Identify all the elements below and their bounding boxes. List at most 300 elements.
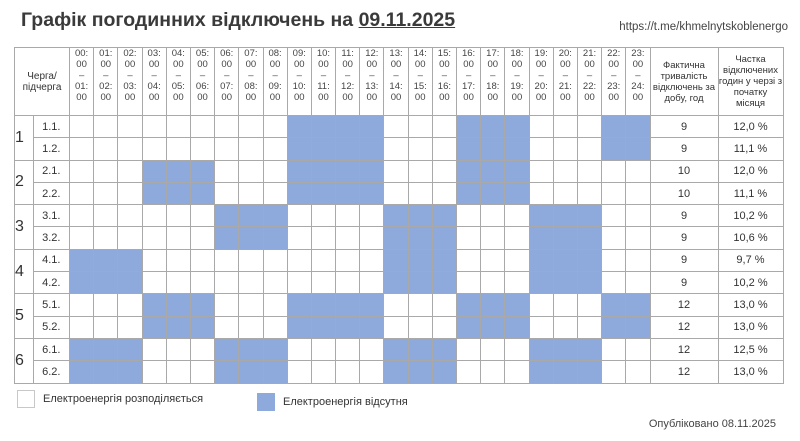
hour-cell-on (215, 249, 239, 271)
hour-cell-on (94, 160, 118, 182)
hour-header-part: 20: (558, 48, 572, 59)
hour-cell-on (408, 160, 432, 182)
hour-cell-on (94, 138, 118, 160)
hour-cell-on (432, 160, 456, 182)
subqueue-label: 1.2. (33, 138, 69, 160)
hour-cell-off (142, 182, 166, 204)
hour-header-part: 00 (560, 92, 571, 103)
hour-cell-on (626, 205, 650, 227)
hour-cell-on (457, 338, 481, 360)
hour-header-part: 00 (390, 92, 402, 103)
hour-cell-off (481, 138, 505, 160)
hour-cell-on (384, 138, 408, 160)
hour-cell-on (408, 294, 432, 316)
hour-header-part: 03: (123, 81, 137, 92)
hour-cell-off (360, 182, 384, 204)
table-row (15, 138, 784, 160)
hour-header-part: 11: (341, 48, 354, 59)
hour-header-part: 16: (437, 81, 452, 92)
hour-cell-off (457, 116, 481, 138)
hour-cell-off (360, 316, 384, 338)
hour-header-part: 00 (293, 92, 305, 103)
hour-cell-on (70, 182, 94, 204)
hour-cell-on (239, 272, 263, 294)
hour-cell-on (529, 294, 553, 316)
hour-cell-on (287, 338, 311, 360)
hour-cell-off (457, 182, 481, 204)
hour-header-part: 15: (413, 81, 427, 92)
hour-header-part: 07: (244, 48, 258, 59)
hour-cell-on (142, 138, 166, 160)
hour-header-part: – (151, 70, 157, 81)
hour-cell-off (408, 227, 432, 249)
hour-cell-on (311, 227, 335, 249)
hour-cell-off (263, 338, 287, 360)
hour-cell-off (481, 182, 505, 204)
hour-cell-off (529, 249, 553, 271)
hour-header (336, 48, 360, 116)
hour-header-part: 00 (487, 92, 499, 103)
hour-cell-off (553, 249, 577, 271)
hour-cell-off (311, 160, 335, 182)
hour-header (626, 48, 650, 116)
hour-cell-off (505, 160, 529, 182)
hour-cell-off (505, 182, 529, 204)
hour-cell-off (239, 361, 263, 383)
hour-cell-off (553, 227, 577, 249)
hour-cell-off (577, 272, 601, 294)
hour-header-part: 00 (100, 92, 112, 103)
hour-header-part: – (103, 70, 109, 81)
hour-cell-on (311, 361, 335, 383)
hour-cell-on (142, 361, 166, 383)
hour-header (432, 48, 456, 116)
hour-cell-on (481, 227, 505, 249)
hour-cell-off (311, 316, 335, 338)
hour-header-part: 00 (560, 59, 571, 70)
hour-cell-on (505, 227, 529, 249)
hour-cell-on (190, 361, 214, 383)
hour-header-part: – (320, 70, 327, 81)
hour-cell-off (287, 182, 311, 204)
hour-header-part: 09: (292, 48, 306, 59)
hour-cell-off (311, 138, 335, 160)
share-value: 13,0 % (718, 316, 783, 338)
queue-number: 4 (15, 249, 34, 294)
hour-header-part: 00 (608, 59, 619, 70)
hour-header-part: 03: (147, 48, 161, 59)
hour-header-part: 00 (463, 92, 474, 103)
hour-header-part: – (296, 70, 302, 81)
hour-cell-on (602, 272, 626, 294)
hour-cell-on (553, 182, 577, 204)
hour-cell-on (239, 160, 263, 182)
hour-header-part: 06: (220, 48, 234, 59)
hour-cell-off (481, 316, 505, 338)
hour-cell-on (239, 116, 263, 138)
subqueue-label: 6.1. (33, 338, 69, 360)
queue-header: Черга/ підчерга (15, 48, 70, 116)
hour-cell-on (505, 205, 529, 227)
hour-cell-off (384, 227, 408, 249)
hour-header (505, 48, 529, 116)
hour-cell-off (287, 316, 311, 338)
hour-cell-on (311, 272, 335, 294)
hour-cell-on (626, 249, 650, 271)
hour-cell-on (384, 160, 408, 182)
hour-cell-on (602, 338, 626, 360)
hour-cell-on (263, 138, 287, 160)
table-header-row (15, 48, 784, 116)
hour-cell-off (408, 249, 432, 271)
queue-number: 1 (15, 116, 34, 161)
hour-cell-off (577, 205, 601, 227)
hour-cell-on (626, 227, 650, 249)
share-value: 12,5 % (718, 338, 783, 360)
hour-cell-on (457, 272, 481, 294)
hour-header-part: 04: (147, 81, 161, 92)
hour-cell-off (481, 160, 505, 182)
hour-cell-off (118, 249, 142, 271)
hour-cell-on (577, 316, 601, 338)
hour-header-part: 00 (269, 59, 281, 70)
hour-cell-off (408, 338, 432, 360)
hour-cell-off (505, 294, 529, 316)
hour-cell-on (215, 116, 239, 138)
hour-cell-on (70, 227, 94, 249)
hour-cell-on (529, 160, 553, 182)
hour-cell-off (190, 160, 214, 182)
hour-cell-on (190, 249, 214, 271)
duration-value: 10 (650, 182, 718, 204)
hour-cell-on (70, 205, 94, 227)
hour-header-part: 00 (100, 59, 112, 70)
hour-cell-off (577, 338, 601, 360)
hour-header (142, 48, 166, 116)
hour-header-part: 18: (510, 48, 524, 59)
hour-header-part: 17: (461, 81, 476, 92)
hour-cell-on (553, 294, 577, 316)
hour-cell-on (70, 138, 94, 160)
hour-header-part: – (611, 70, 617, 81)
hour-cell-off (215, 338, 239, 360)
hour-header-part: – (538, 70, 544, 81)
hour-cell-on (239, 294, 263, 316)
hour-header-part: 23: (631, 48, 645, 59)
hour-cell-off (432, 249, 456, 271)
telegram-link[interactable]: https://t.me/khmelnytskoblenergo (619, 21, 788, 33)
hour-cell-on (263, 249, 287, 271)
hour-header-part: 21: (558, 81, 572, 92)
hour-header (263, 48, 287, 116)
hour-cell-on (577, 294, 601, 316)
hour-cell-off (336, 294, 360, 316)
hour-header (311, 48, 335, 116)
hour-cell-on (263, 294, 287, 316)
hour-header-part: 06: (195, 81, 210, 92)
hour-cell-on (360, 338, 384, 360)
hour-cell-off (263, 227, 287, 249)
hour-header-part: 12: (341, 81, 355, 92)
hour-cell-off (239, 227, 263, 249)
queue-number: 3 (15, 205, 34, 250)
hour-cell-off (577, 361, 601, 383)
hour-cell-on (142, 227, 166, 249)
duration-value: 12 (650, 294, 718, 316)
hour-cell-off (481, 294, 505, 316)
hour-cell-off (529, 227, 553, 249)
hour-header-part: – (514, 70, 520, 81)
hour-header (190, 48, 214, 116)
hour-cell-off (626, 316, 650, 338)
hour-header (70, 48, 94, 116)
hour-cell-on (287, 249, 311, 271)
hour-header-part: 00 (584, 92, 595, 103)
share-value: 13,0 % (718, 361, 783, 383)
hour-header-part: 00 (584, 59, 595, 70)
hour-header-part: 13: (389, 48, 403, 59)
hour-header-part: 14: (389, 81, 403, 92)
share-value: 10,2 % (718, 272, 783, 294)
hour-header-part: 01: (99, 48, 113, 59)
hour-cell-on (602, 182, 626, 204)
hour-cell-on (190, 138, 214, 160)
hour-cell-off (94, 361, 118, 383)
table-row (15, 316, 784, 338)
hour-cell-on (118, 182, 142, 204)
hour-cell-off (553, 338, 577, 360)
hour-cell-on (94, 205, 118, 227)
hour-header-part: 00 (124, 59, 136, 70)
hour-header-part: 04: (171, 48, 185, 59)
hour-cell-on (263, 316, 287, 338)
hour-cell-on (336, 249, 360, 271)
hour-header-part: 15: (437, 48, 452, 59)
hour-header-part: 05: (171, 81, 185, 92)
hour-cell-on (505, 249, 529, 271)
hour-cell-off (215, 205, 239, 227)
hour-header-part: 22: (582, 81, 597, 92)
hour-cell-on (457, 361, 481, 383)
hour-header-part: 00 (124, 92, 136, 103)
hour-header-part: 00 (487, 59, 499, 70)
hour-cell-off (529, 205, 553, 227)
hour-cell-off (360, 138, 384, 160)
hour-header-part: 13: (365, 81, 379, 92)
hour-cell-off (142, 316, 166, 338)
hour-header-part: 00 (318, 59, 329, 70)
hour-header (408, 48, 432, 116)
subqueue-label: 3.2. (33, 227, 69, 249)
table-row (15, 338, 784, 360)
hour-header-part: – (272, 70, 278, 81)
hour-header-part: 00 (342, 59, 353, 70)
hour-cell-on (263, 160, 287, 182)
hour-cell-off (505, 138, 529, 160)
hour-cell-on (408, 116, 432, 138)
hour-cell-on (481, 249, 505, 271)
hour-cell-on (529, 316, 553, 338)
hour-cell-on (457, 249, 481, 271)
legend-power-off-swatch (257, 393, 275, 411)
hour-header (166, 48, 190, 116)
hour-cell-off (602, 294, 626, 316)
hour-header-part: 00 (511, 59, 523, 70)
hour-cell-off (287, 160, 311, 182)
hour-cell-off (70, 249, 94, 271)
hour-cell-on (360, 205, 384, 227)
hour-cell-on (577, 182, 601, 204)
hour-header-part: 00 (366, 92, 378, 103)
hour-cell-on (432, 182, 456, 204)
hour-cell-on (432, 116, 456, 138)
table-row (15, 294, 784, 316)
duration-value: 12 (650, 338, 718, 360)
hour-cell-on (215, 138, 239, 160)
hour-cell-off (529, 338, 553, 360)
duration-value: 9 (650, 138, 718, 160)
hour-cell-off (336, 160, 360, 182)
hour-cell-off (70, 272, 94, 294)
hour-header-part: 14: (413, 48, 427, 59)
hour-cell-off (360, 294, 384, 316)
hour-cell-off (118, 361, 142, 383)
hour-header-part: 16: (461, 48, 476, 59)
hour-header-part: 00 (269, 92, 281, 103)
hour-cell-on (215, 294, 239, 316)
hour-cell-off (408, 361, 432, 383)
hour-header-part: 00: (74, 48, 89, 59)
hour-cell-off (336, 116, 360, 138)
hour-header-part: 12: (365, 48, 379, 59)
duration-value: 12 (650, 361, 718, 383)
duration-value: 9 (650, 116, 718, 138)
hour-cell-on (384, 294, 408, 316)
hour-header (457, 48, 481, 116)
hour-header-part: – (562, 70, 568, 81)
hour-cell-off (553, 361, 577, 383)
hour-cell-off (215, 227, 239, 249)
legend-power-off-label: Електроенергія відсутня (283, 396, 408, 408)
duration-header: Фактична тривалість відключень за добу, год (650, 48, 718, 116)
title-date: 09.11.2025 (358, 9, 456, 31)
hour-cell-on (457, 205, 481, 227)
hour-header-part: – (490, 70, 496, 81)
hour-cell-on (384, 316, 408, 338)
hour-cell-on (553, 160, 577, 182)
hour-header (215, 48, 239, 116)
hour-cell-off (239, 338, 263, 360)
hour-header-part: – (199, 70, 206, 81)
hour-cell-off (505, 116, 529, 138)
hour-cell-off (336, 138, 360, 160)
hour-cell-on (166, 205, 190, 227)
hour-cell-on (602, 361, 626, 383)
subqueue-label: 5.1. (33, 294, 69, 316)
hour-header-part: – (175, 70, 181, 81)
hour-cell-on (215, 316, 239, 338)
hour-header-part: 00 (245, 59, 257, 70)
hour-header (287, 48, 311, 116)
hour-cell-on (626, 361, 650, 383)
hour-cell-on (190, 272, 214, 294)
hour-cell-off (553, 272, 577, 294)
hour-cell-on (70, 160, 94, 182)
hour-cell-on (70, 316, 94, 338)
subqueue-label: 2.1. (33, 160, 69, 182)
hour-header-part: 00 (318, 92, 329, 103)
hour-cell-off (287, 294, 311, 316)
hour-cell-on (118, 227, 142, 249)
hour-cell-on (166, 138, 190, 160)
hour-header-part: 02: (123, 48, 137, 59)
share-header: Частка відключених годин у черзі з початку місяця (718, 48, 783, 116)
duration-value: 9 (650, 272, 718, 294)
share-value: 12,0 % (718, 160, 783, 182)
hour-cell-on (118, 294, 142, 316)
hour-cell-on (408, 316, 432, 338)
hour-cell-on (142, 338, 166, 360)
legend-power-on (17, 390, 203, 408)
hour-cell-off (142, 294, 166, 316)
title-prefix: Графік погодинних відключень на (21, 9, 359, 31)
hour-cell-on (626, 338, 650, 360)
hour-cell-on (336, 272, 360, 294)
hour-cell-on (602, 227, 626, 249)
hour-cell-on (408, 182, 432, 204)
hour-cell-off (190, 316, 214, 338)
hour-cell-on (311, 205, 335, 227)
hour-header-part: – (345, 70, 351, 81)
hour-header-part: 00 (197, 59, 208, 70)
hour-cell-off (263, 205, 287, 227)
share-value: 10,6 % (718, 227, 783, 249)
hour-header-part: – (224, 70, 230, 81)
hour-cell-on (408, 138, 432, 160)
hour-cell-on (142, 249, 166, 271)
hour-header (481, 48, 505, 116)
hour-cell-on (263, 272, 287, 294)
hour-cell-on (94, 316, 118, 338)
hour-cell-off (432, 361, 456, 383)
queue-number: 2 (15, 160, 34, 205)
table-row (15, 249, 784, 271)
hour-header-part: 00 (439, 92, 450, 103)
hour-cell-off (505, 316, 529, 338)
hour-header-part: 09: (268, 81, 282, 92)
hour-header-part: 01: (74, 81, 89, 92)
hour-cell-off (626, 138, 650, 160)
table-row (15, 116, 784, 138)
table-row (15, 272, 784, 294)
hour-cell-on (263, 116, 287, 138)
hour-cell-on (360, 249, 384, 271)
hour-cell-on (142, 272, 166, 294)
hour-cell-on (360, 272, 384, 294)
hour-cell-off (432, 205, 456, 227)
hour-cell-on (481, 338, 505, 360)
hour-cell-on (118, 138, 142, 160)
hour-header-part: 02: (99, 81, 113, 92)
hour-header-part: 00 (173, 92, 184, 103)
hour-cell-on (263, 182, 287, 204)
hour-cell-on (142, 116, 166, 138)
page-title (21, 9, 455, 32)
hour-cell-on (118, 205, 142, 227)
subqueue-label: 5.2. (33, 316, 69, 338)
hour-header-part: 11: (317, 81, 330, 92)
hour-cell-on (481, 272, 505, 294)
